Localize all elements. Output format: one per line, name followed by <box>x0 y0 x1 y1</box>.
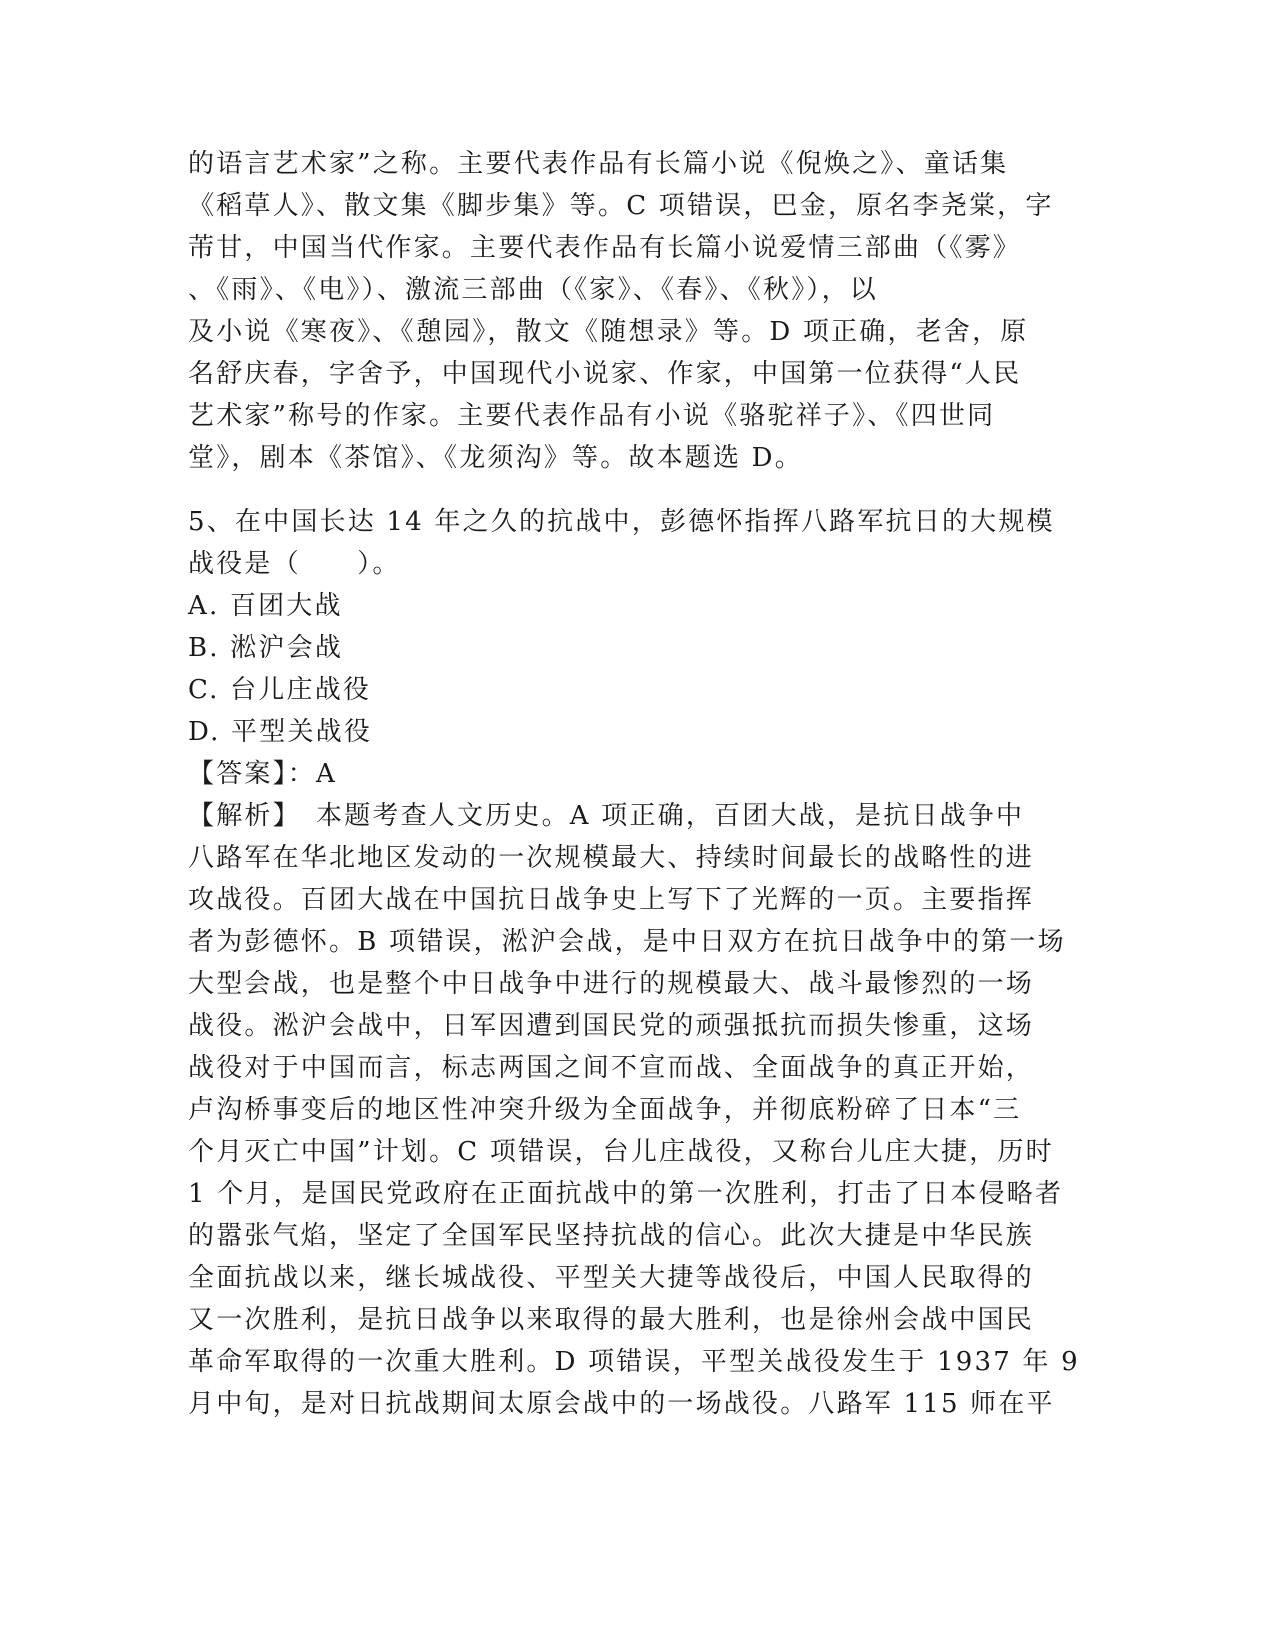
answer-line: 【答案】：A <box>188 759 337 789</box>
prev-explanation-line: 的语言艺术家”之称。主要代表作品有长篇小说《倪焕之》、童话集 <box>188 149 1009 179</box>
explanation-line: 又一次胜利，是抗日战争以来取得的最大胜利，也是徐州会战中国民 <box>188 1305 1035 1335</box>
option-b: B. 淞沪会战 <box>188 633 344 663</box>
prev-explanation-line: 名舒庆春，字舍予，中国现代小说家、作家，中国第一位获得“人民 <box>188 359 1022 389</box>
explanation-line: 1 个月，是国民党政府在正面抗战中的第一次胜利，打击了日本侵略者 <box>188 1179 1064 1209</box>
explanation-line: 八路军在华北地区发动的一次规模最大、持续时间最长的战略性的进 <box>188 843 1035 873</box>
prev-explanation-line: 艺术家”称号的作家。主要代表作品有小说《骆驼祥子》、《四世同 <box>188 401 996 431</box>
prev-explanation-line: 堂》，剧本《茶馆》、《龙须沟》等。故本题选 D。 <box>188 443 803 473</box>
question-stem: 5、在中国长达 14 年之久的抗战中，彭德怀指挥八路军抗日的大规模 <box>188 507 1055 537</box>
explanation-line: 全面抗战以来，继长城战役、平型关大捷等战役后，中国人民取得的 <box>188 1263 1035 1293</box>
explanation-line: 【解析】 本题考查人文历史。A 项正确，百团大战，是抗日战争中 <box>188 801 1025 831</box>
option-a: A. 百团大战 <box>188 591 343 621</box>
explanation-line: 月中旬，是对日抗战期间太原会战中的一场战役。八路军 115 师在平 <box>188 1389 1055 1419</box>
prev-explanation-line: 、《雨》、《电》）、激流三部曲（《家》、《春》、《秋》），以 <box>188 275 879 305</box>
explanation-line: 的嚣张气焰，坚定了全国军民坚持抗战的信心。此次大捷是中华民族 <box>188 1221 1035 1251</box>
explanation-line: 大型会战，也是整个中日战争中进行的规模最大、战斗最惨烈的一场 <box>188 969 1035 999</box>
explanation-line: 战役。淞沪会战中，日军因遭到国民党的顽强抵抗而损失惨重，这场 <box>188 1011 1035 1041</box>
explanation-line: 攻战役。百团大战在中国抗日战争史上写下了光辉的一页。主要指挥 <box>188 885 1035 915</box>
question-stem: 战役是（ ）。 <box>188 549 401 579</box>
prev-explanation-line: 芾甘，中国当代作家。主要代表作品有长篇小说爱情三部曲（《雾》 <box>188 233 1022 263</box>
explanation-line: 个月灭亡中国”计划。C 项错误，台儿庄战役，又称台儿庄大捷，历时 <box>188 1137 1054 1167</box>
option-c: C. 台儿庄战役 <box>188 675 372 705</box>
option-d: D. 平型关战役 <box>188 717 373 747</box>
explanation-line: 革命军取得的一次重大胜利。D 项错误，平型关战役发生于 1937 年 9 <box>188 1347 1080 1377</box>
explanation-line: 卢沟桥事变后的地区性冲突升级为全面战争，并彻底粉碎了日本“三 <box>188 1095 1022 1125</box>
explanation-line: 战役对于中国而言，标志两国之间不宣而战、全面战争的真正开始， <box>188 1053 1035 1083</box>
prev-explanation-line: 及小说《寒夜》、《憩园》，散文《随想录》等。D 项正确，老舍，原 <box>188 317 1029 347</box>
prev-explanation-line: 《稻草人》、散文集《脚步集》等。C 项错误，巴金，原名李尧棠，字 <box>188 191 1054 221</box>
explanation-line: 者为彭德怀。B 项错误，淞沪会战，是中日双方在抗日战争中的第一场 <box>188 927 1066 957</box>
